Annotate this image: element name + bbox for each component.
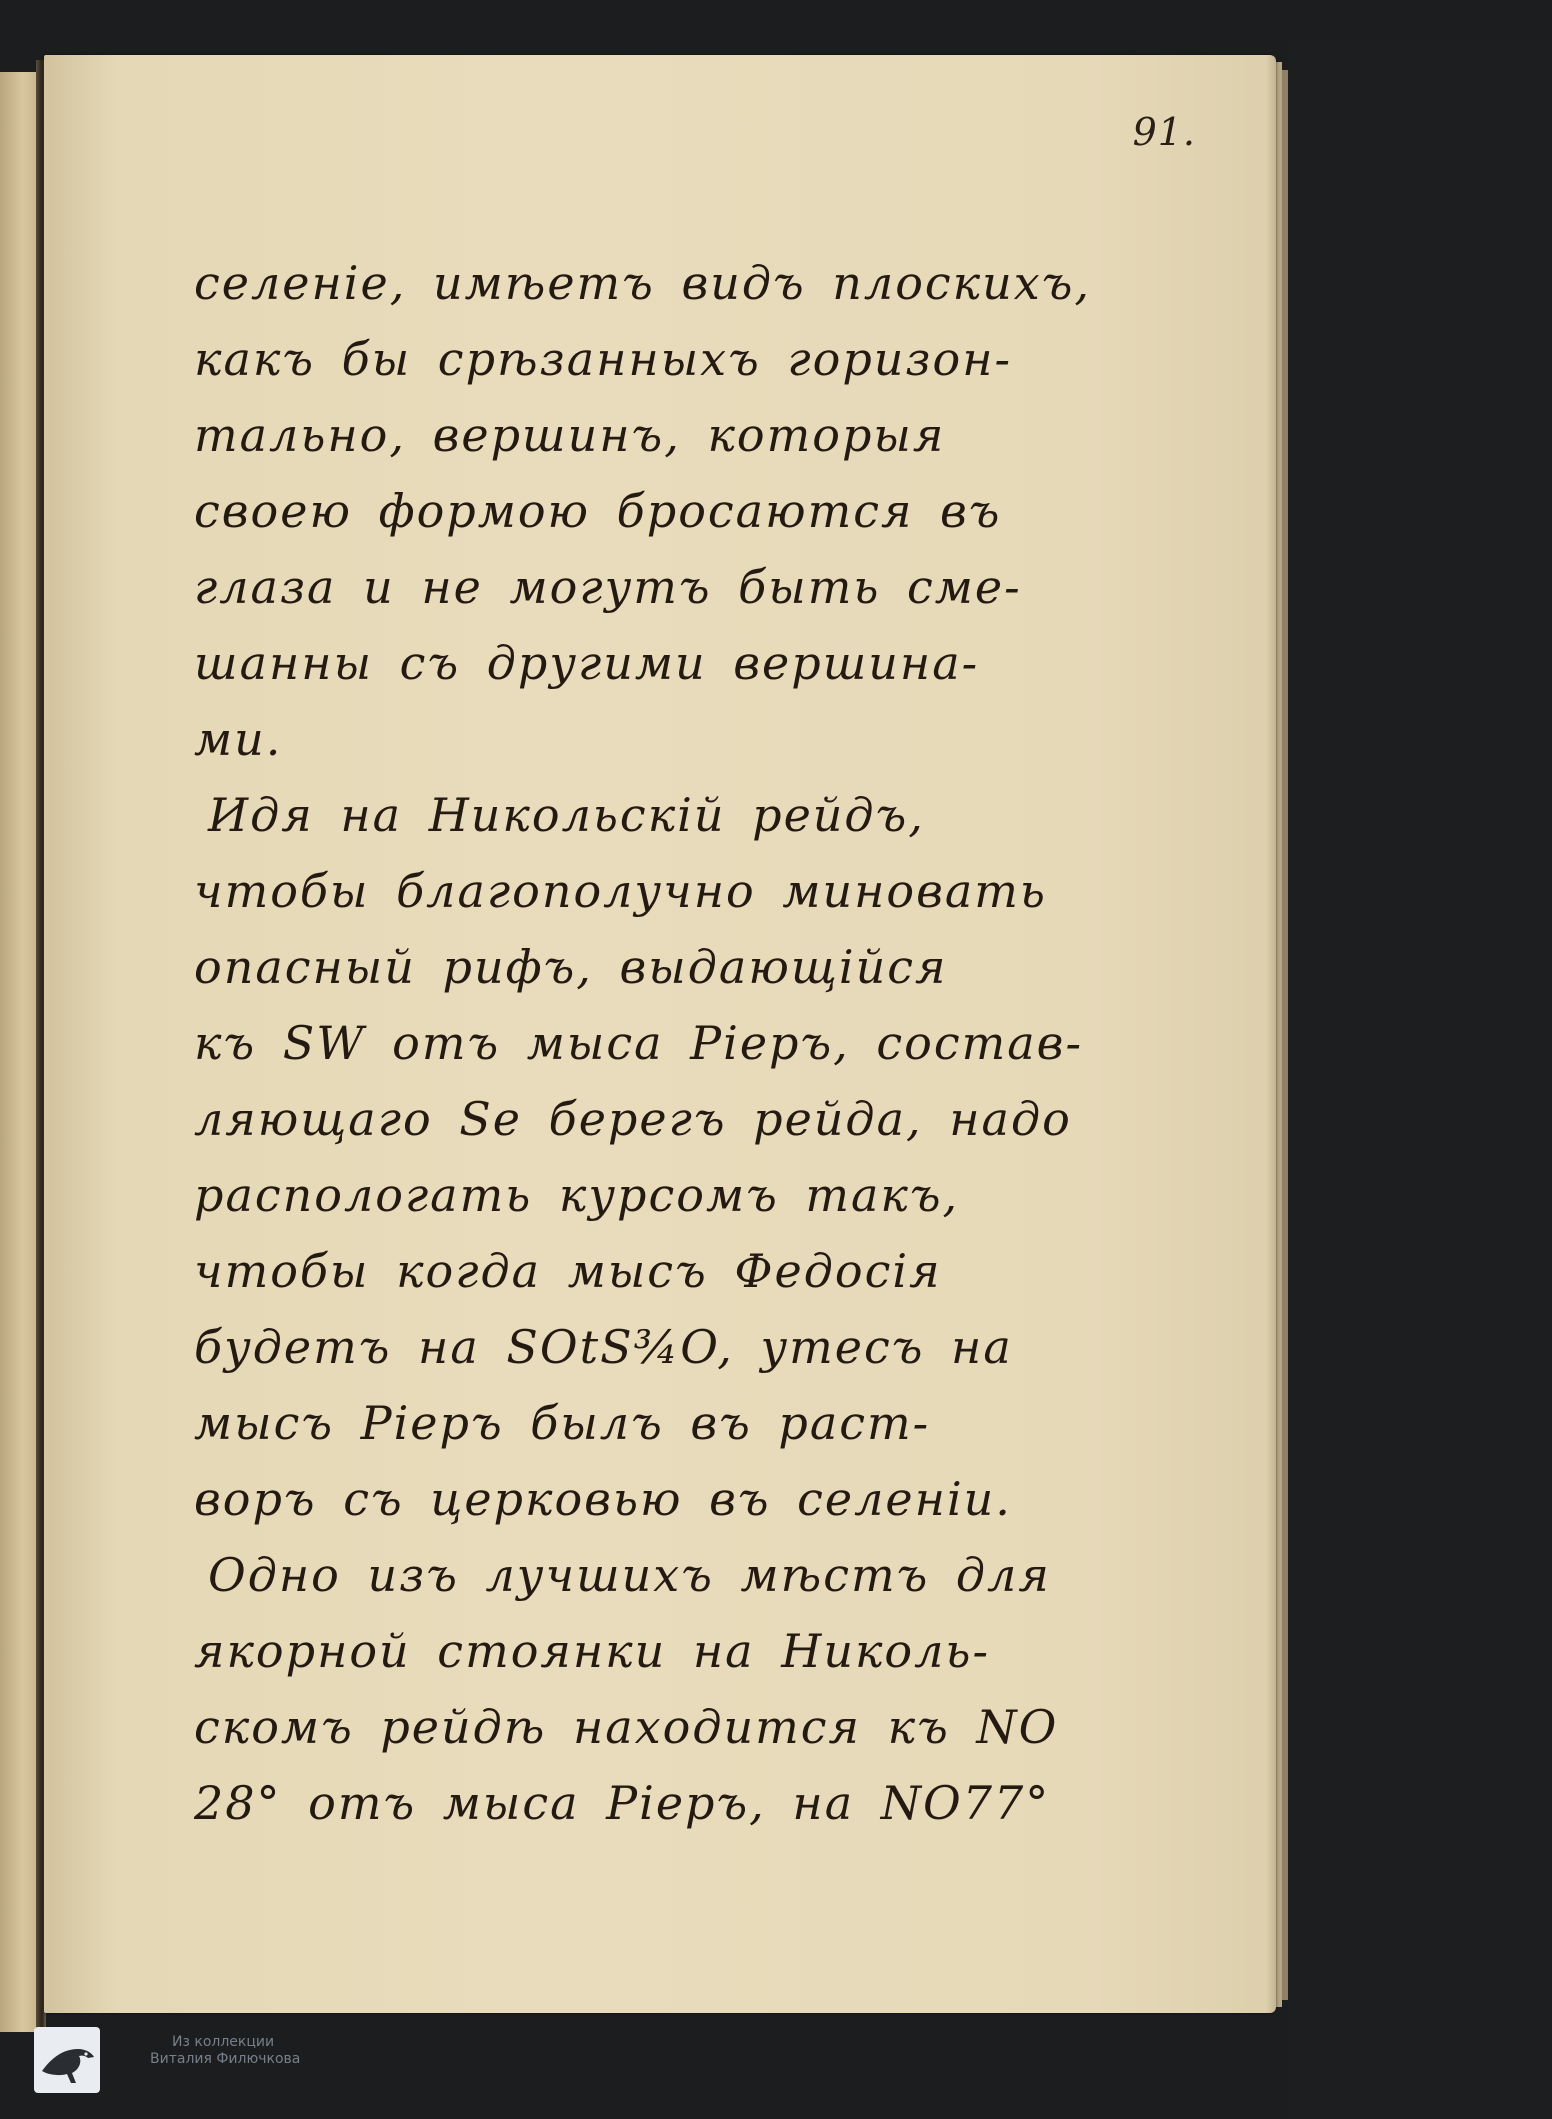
text-line: шанны съ другими вершина-: [194, 636, 980, 690]
text-line: къ SW отъ мыса Рiеръ, состав-: [194, 1016, 1083, 1070]
text-line: воръ съ церковью въ селенiи.: [194, 1472, 1012, 1526]
text-line: ляющаго Sе берегъ рейда, надо: [194, 1092, 1072, 1146]
text-line: чтобы когда мысъ Федосiя: [194, 1244, 942, 1298]
binding-board: [1288, 40, 1552, 2119]
text-line: опасный рифъ, выдающiйся: [194, 940, 948, 994]
text-line: мысъ Рiеръ былъ въ раст-: [194, 1396, 931, 1450]
text-line: 28° отъ мыса Рiеръ, на NO77°: [194, 1776, 1051, 1830]
text-line: глаза и не могутъ быть сме-: [194, 560, 1022, 614]
bird-logo-icon: [34, 2027, 100, 2093]
text-line: скомъ рейдѣ находится къ NO: [194, 1700, 1059, 1754]
text-line: селенiе, имѣетъ видъ плоскихъ,: [194, 256, 1091, 310]
text-line: якорной стоянки на Николь-: [194, 1624, 990, 1678]
text-line: какъ бы срѣзанныхъ горизон-: [194, 332, 1013, 386]
watermark-line: Виталия Филючкова: [150, 2051, 301, 2067]
text-line: тально, вершинъ, которыя: [194, 408, 946, 462]
text-line: Идя на Никольскiй рейдъ,: [208, 788, 925, 842]
page-edge: [1282, 70, 1288, 2000]
manuscript-page: [44, 55, 1276, 2013]
text-line: своею формою бросаются въ: [194, 484, 1002, 538]
page-number: 91.: [1132, 110, 1196, 154]
text-line: Одно изъ лучшихъ мѣстъ для: [208, 1548, 1051, 1602]
watermark-line: Из коллекции: [172, 2034, 275, 2050]
text-line: распологать курсомъ такъ,: [194, 1168, 960, 1222]
text-line: чтобы благополучно миновать: [194, 864, 1047, 918]
text-line: будетъ на SOtS¾O, утесъ на: [194, 1320, 1013, 1374]
collection-watermark: [150, 2034, 300, 2068]
text-line: ми.: [194, 712, 283, 766]
left-facing-page: [0, 72, 38, 2032]
manuscript-text: [194, 245, 1244, 1841]
